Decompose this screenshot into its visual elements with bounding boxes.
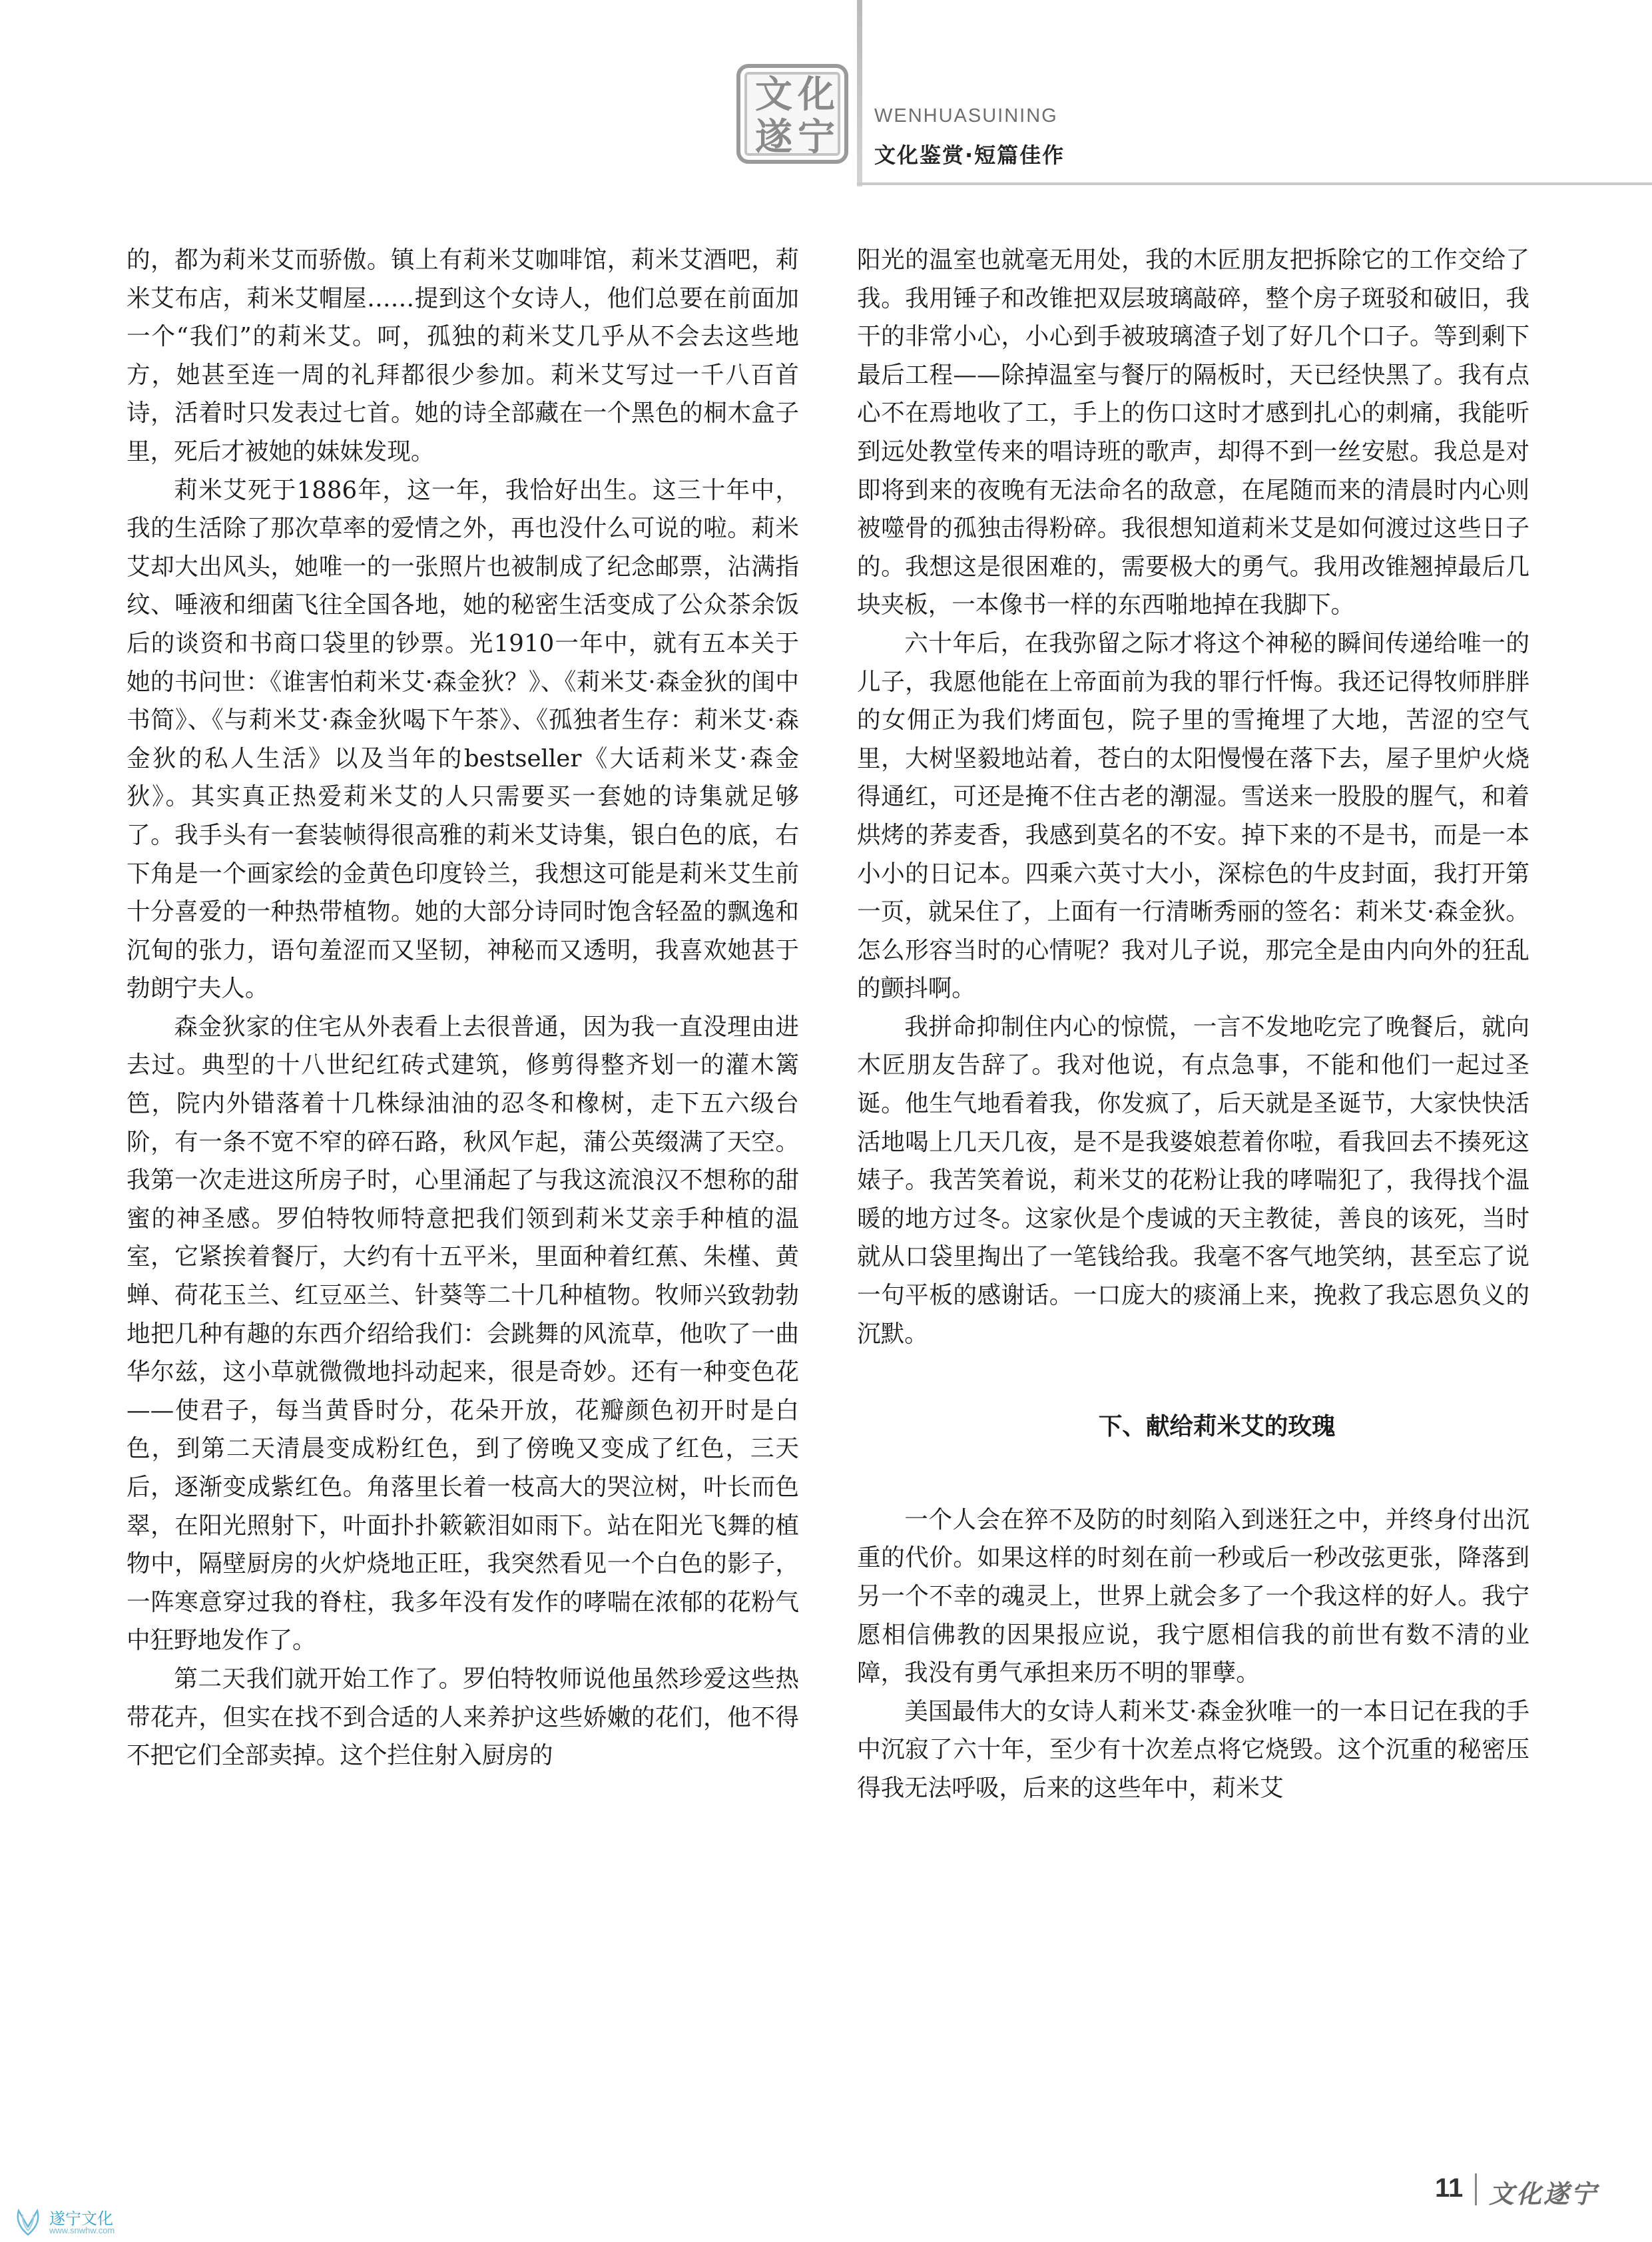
left-text-column: [127, 241, 799, 1775]
paragraph: 莉米艾死于1886年，这一年，我恰好出生。这三十年中，我的生活除了那次草率的爱情之外，再也没什么可说的啦。莉米艾却大出风头，她唯一的一张照片也被制成了纪念邮票，沾满指纹、唾液和细菌飞往全国各地，她的秘密生活变成了公众茶余饭后的谈资和书商口袋里的钞票。光1910一年中，就有五本关于她的书问世：《谁害怕莉米艾·森金狄？》、《莉米艾·森金狄的闺中书简》、《与莉米艾·森金狄喝下午茶》、《孤独者生存：莉米艾·森金狄的私人生活》以及当年的bestseller《大话莉米艾·森金狄》。其实真正热爱莉米艾的人只需要买一套她的诗集就足够了。我手头有一套装帧得很高雅的莉米艾诗集，银白色的底，右下角是一个画家绘的金黄色印度铃兰，我想这可能是莉米艾生前十分喜爱的一种热带植物。她的大部分诗同时饱含轻盈的飘逸和沉甸的张力，语句羞涩而又坚韧，神秘而又透明，我喜欢她甚于勃朗宁夫人。: [127, 476, 799, 1003]
header-horizontal-rule: [857, 182, 1652, 185]
paragraph: 森金狄家的住宅从外表看上去很普通，因为我一直没理由进去过。典型的十八世纪红砖式建筑，修剪得整齐划一的灌木篱笆，院内外错落着十几株绿油油的忍冬和橡树，走下五六级台阶，有一条不宽不窄的碎石路，秋风乍起，蒲公英缀满了天空。我第一次走进这所房子时，心里涌起了与我这流浪汉不想称的甜蜜的神圣感。罗伯特牧师特意把我们领到莉米艾亲手种植的温室，它紧挨着餐厅，大约有十五平米，里面种着红蕉、朱槿、黄蝉、荷花玉兰、红豆巫兰、针葵等二十几种植物。牧师兴致勃勃地把几种有趣的东西介绍给我们：会跳舞的风流草，他吹了一曲华尔兹，这小草就微微地抖动起来，很是奇妙。还有一种变色花——使君子，每当黄昏时分，花朵开放，花瓣颜色初开时是白色，到第二天清晨变成粉红色，到了傍晚又变成了红色，三天后，逐渐变成紫红色。角落里长着一枝高大的哭泣树，叶长而色翠，在阳光照射下，叶面扑扑簌簌泪如雨下。站在阳光飞舞的植物中，隔壁厨房的火炉烧地正旺，我突然看见一个白色的影子， 一阵寒意穿过我的脊柱，我多年没有发作的哮喘在浓郁的花粉气中狂野地发作了。: [127, 1013, 799, 1655]
watermark-name: 遂宁文化: [49, 2209, 113, 2228]
logo-char: 化: [798, 73, 835, 117]
page-number: 11: [1435, 2173, 1464, 2203]
paragraph: 美国最伟大的女诗人莉米艾·森金狄唯一的一本日记在我的手中沉寂了六十年，至少有十次差点将它烧毁。这个沉重的秘密压得我无法呼吸，后来的这些年中，莉米艾: [857, 1697, 1529, 1802]
magazine-logo-seal: [736, 64, 848, 164]
header-vertical-rule: [857, 0, 862, 186]
logo-char: 宁: [798, 115, 835, 159]
watermark: [12, 2204, 138, 2240]
section-heading: 下、献给莉米艾的玫瑰: [1098, 1413, 1336, 1441]
section-label: 文化鉴赏·短篇佳作: [874, 142, 1065, 168]
spacer: [857, 1353, 1529, 1408]
paragraph: 阳光的温室也就毫无用处，我的木匠朋友把拆除它的工作交给了我。我用锤子和改锥把双层玻璃敲碎，整个房子斑驳和破旧，我干的非常小心，小心到手被玻璃渣子划了好几个口子。等到剩下最后工程——除掉温室与餐厅的隔板时，天已经快黑了。我有点心不在焉地收了工，手上的伤口这时才感到扎心的刺痛，我能听到远处教堂传来的唱诗班的歌声，却得不到一丝安慰。我总是对即将到来的夜晚有无法命名的敌意，在尾随而来的清晨时内心则被噬骨的孤独击得粉碎。我很想知道莉米艾是如何渡过这些日子的。我想这是很困难的，需要极大的勇气。我用改锥翘掉最后几块夹板，一本像书一样的东西啪地掉在我脚下。: [857, 246, 1529, 619]
paragraph: 一个人会在猝不及防的时刻陷入到迷狂之中，并终身付出沉重的代价。如果这样的时刻在前一秒或后一秒改弦更张，降落到另一个不幸的魂灵上，世界上就会多了一个我这样的好人。我宁愿相信佛教的因果报应说，我宁愿相信我的前世有数不清的业障，我没有勇气承担来历不明的罪孽。: [857, 1506, 1529, 1687]
logo-char: 遂: [755, 115, 792, 159]
spacer: [857, 1446, 1529, 1501]
logo-char: 文: [755, 73, 792, 117]
footer-brand: 文化遂宁: [1489, 2179, 1599, 2209]
right-text-column: [857, 241, 1529, 1808]
paragraph: 六十年后，在我弥留之际才将这个神秘的瞬间传递给唯一的儿子，我愿他能在上帝面前为我的罪行忏悔。我还记得牧师胖胖的女佣正为我们烤面包，院子里的雪掩埋了大地，苦涩的空气里，大树坚毅地站着，苍白的太阳慢慢在落下去，屋子里炉火烧得通红，可还是掩不住古老的潮湿。雪送来一股股的腥气，和着烘烤的荞麦香，我感到莫名的不安。掉下来的不是书，而是一本小小的日记本。四乘六英寸大小，深棕色的牛皮封面，我打开第一页，就呆住了，上面有一行清晰秀丽的签名：莉米艾·森金狄。怎么形容当时的心情呢？我对儿子说，那完全是由内向外的狂乱的颤抖啊。: [857, 629, 1529, 1003]
paragraph: 第二天我们就开始工作了。罗伯特牧师说他虽然珍爱这些热带花卉，但实在找不到合适的人来养护这些娇嫩的花们，他不得不把它们全部卖掉。这个拦住射入厨房的: [127, 1665, 799, 1770]
paragraph: 的，都为莉米艾而骄傲。镇上有莉米艾咖啡馆，莉米艾酒吧，莉米艾布店，莉米艾帽屋……提到这个女诗人，他们总要在前面加一个“我们”的莉米艾。呵，孤独的莉米艾几乎从不会去这些地方，她甚至连一周的礼拜都很少参加。莉米艾写过一千八百首诗，活着时只发表过七首。她的诗全部藏在一个黑色的桐木盒子里，死后才被她的妹妹发现。: [127, 246, 799, 465]
paragraph: 我拼命抑制住内心的惊慌，一言不发地吃完了晚餐后，就向木匠朋友告辞了。我对他说，有点急事，不能和他们一起过圣诞。他生气地看着我，你发疯了，后天就是圣诞节，大家快快活活地喝上几天几夜，是不是我婆娘惹着你啦，看我回去不揍死这婊子。我苦笑着说，莉米艾的花粉让我的哮喘犯了，我得找个温暖的地方过冬。这家伙是个虔诚的天主教徒，善良的该死，当时就从口袋里掏出了一笔钱给我。我毫不客气地笑纳，甚至忘了说一句平板的感谢话。一口庞大的痰涌上来，挽救了我忘恩负义的沉默。: [857, 1013, 1529, 1348]
wings-icon: [15, 2208, 41, 2236]
watermark-url: www.snwhw.com: [49, 2225, 115, 2235]
magazine-name-english: WENHUASUINING: [874, 105, 1058, 127]
footer-separator: [1475, 2173, 1477, 2205]
